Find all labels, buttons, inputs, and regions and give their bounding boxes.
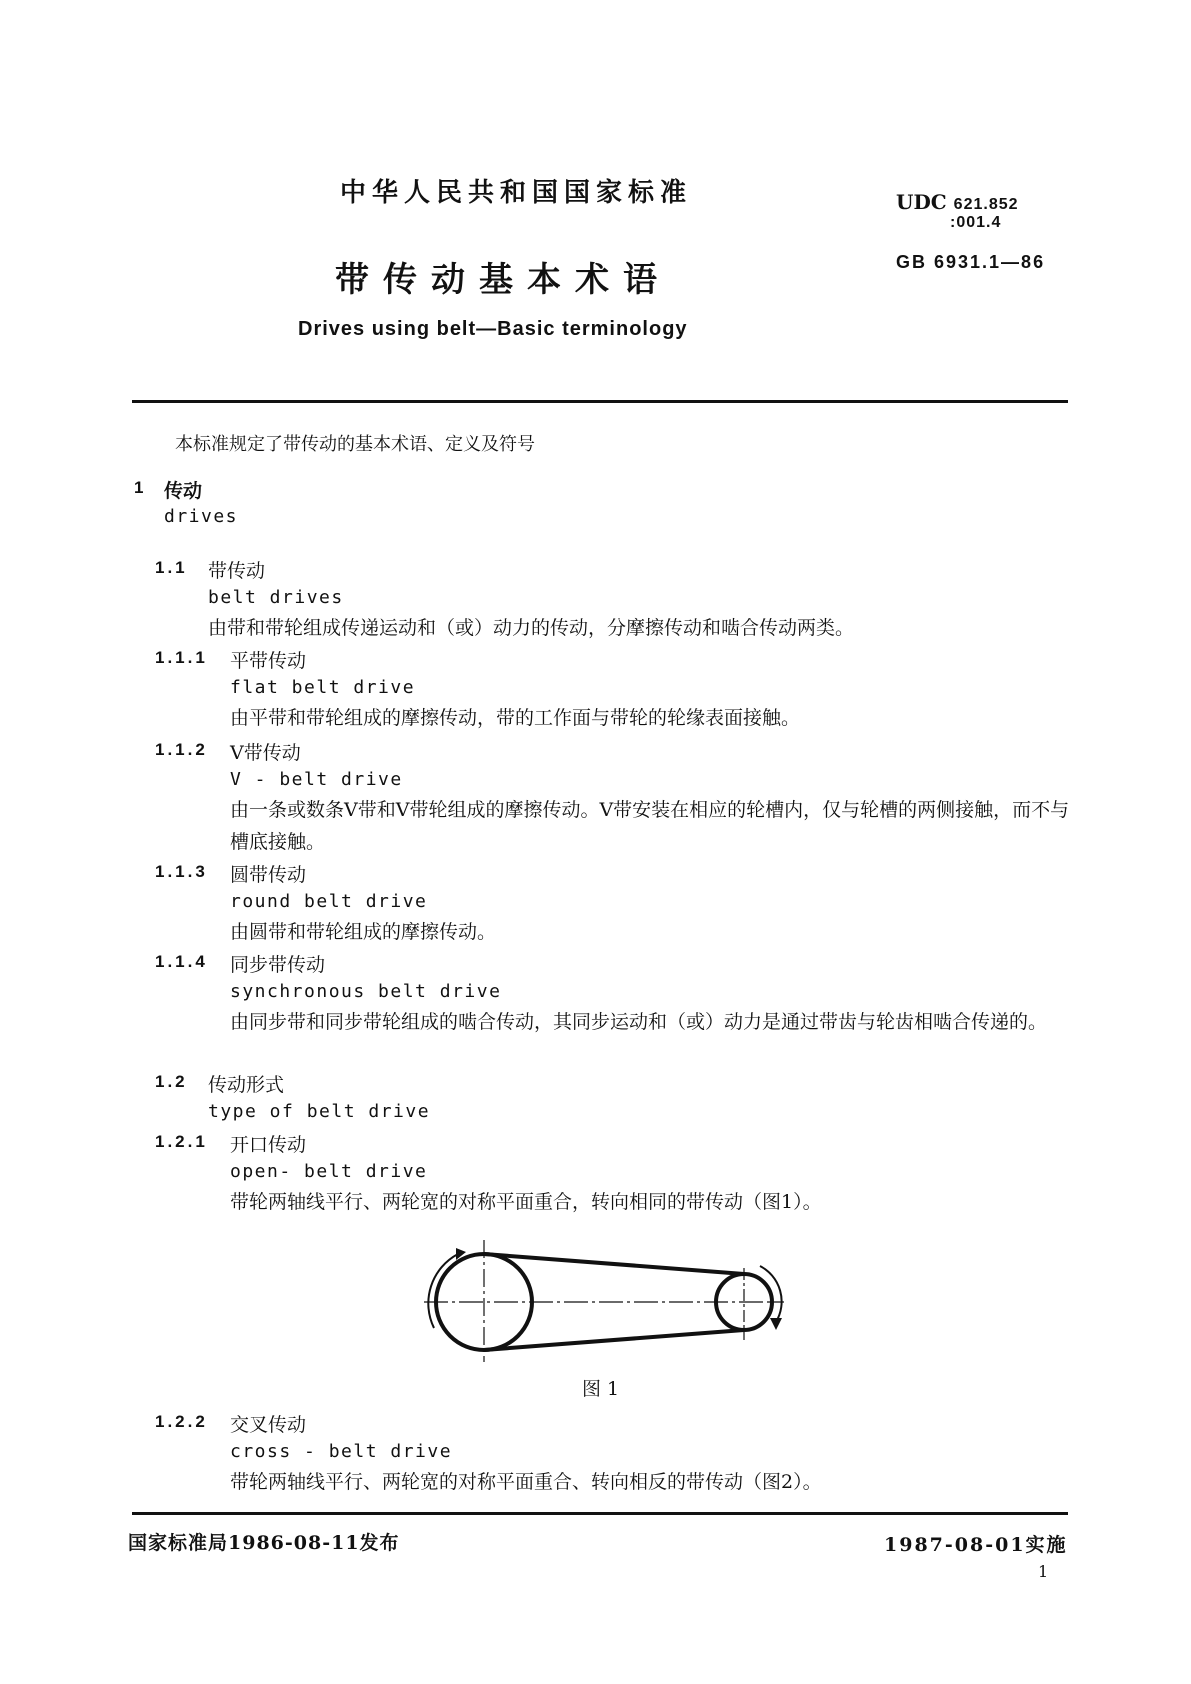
section-1-1-definition: 由带和带轮组成传递运动和（或）动力的传动，分摩擦传动和啮合传动两类。 (208, 617, 855, 639)
udc-number-1: 621.852 (953, 196, 1019, 213)
document-title-zh: 带传动基本术语 (335, 260, 671, 300)
section-1-2-1-definition: 带轮两轴线平行、两轮宽的对称平面重合，转向相同的带传动（图1）。 (230, 1191, 822, 1213)
section-1-2-1-term-en: open- belt drive (230, 1161, 428, 1182)
udc-code (896, 192, 1019, 215)
section-1-1-1-definition: 由平带和带轮组成的摩擦传动，带的工作面与带轮的轮缘表面接触。 (230, 707, 801, 729)
section-1-1-1-number: 1.1.1 (155, 648, 208, 667)
section-1-1-2-term-en: V - belt drive (230, 769, 403, 790)
section-1-1-2-number: 1.1.2 (155, 740, 208, 759)
footer-divider (132, 1512, 1068, 1515)
section-1-1-2-term-zh: V带传动 (230, 742, 301, 764)
section-1-1-1-term-en: flat belt drive (230, 677, 416, 698)
page-number: 1 (1038, 1562, 1049, 1581)
udc-number-2: :001.4 (950, 214, 1002, 231)
gb-number: GB 6931.1—86 (896, 252, 1046, 272)
national-standard-heading: 中华人民共和国国家标准 (340, 178, 693, 208)
document-title-en: Drives using belt—Basic terminology (298, 318, 688, 340)
section-1-term-zh: 传动 (164, 480, 203, 502)
section-1-1-3-term-zh: 圆带传动 (230, 864, 307, 886)
section-1-1-3-term-en: round belt drive (230, 891, 428, 912)
section-1-1-4-definition: 由同步带和同步带轮组成的啮合传动，其同步运动和（或）动力是通过带齿与轮齿相啮合传递的。 (230, 1011, 1048, 1033)
section-1-1-4-term-en: synchronous belt drive (230, 981, 502, 1002)
section-1-1-term-zh: 带传动 (208, 560, 266, 582)
section-1-2-2-definition: 带轮两轴线平行、两轮宽的对称平面重合、转向相反的带传动（图2）。 (230, 1471, 822, 1493)
section-1-2-1-number: 1.2.1 (155, 1132, 208, 1151)
section-1-2-term-en: type of belt drive (208, 1101, 431, 1122)
section-1-1-1-term-zh: 平带传动 (230, 650, 307, 672)
intro-paragraph: 本标准规定了带传动的基本术语、定义及符号 (175, 434, 535, 455)
effective-date: 1987-08-01实施 (884, 1534, 1068, 1556)
section-1-2-number: 1.2 (155, 1072, 188, 1091)
section-1-1-3-number: 1.1.3 (155, 862, 208, 881)
section-1-2-2-number: 1.2.2 (155, 1412, 208, 1431)
header-divider (132, 400, 1068, 403)
section-1-2-1-term-zh: 开口传动 (230, 1134, 307, 1156)
section-1-1-4-number: 1.1.4 (155, 952, 208, 971)
section-1-number: 1 (134, 478, 147, 497)
udc-label: UDC (896, 190, 947, 214)
section-1-2-term-zh: 传动形式 (208, 1074, 285, 1096)
section-1-1-2-definition: 由一条或数条V带和V带轮组成的摩擦传动。V带安装在相应的轮槽内，仅与轮槽的两侧接触，而不与槽底接触。 (230, 799, 1070, 853)
open-belt-drive-diagram (420, 1232, 790, 1362)
section-1-1-number: 1.1 (155, 558, 188, 577)
section-1-1-4-term-zh: 同步带传动 (230, 954, 326, 976)
section-1-2-2-term-zh: 交叉传动 (230, 1414, 307, 1436)
section-1-2-2-term-en: cross - belt drive (230, 1441, 453, 1462)
small-pulley-rotation-arrow (770, 1318, 782, 1330)
figure-1-caption: 图 1 (582, 1378, 620, 1400)
section-1-1-3-definition: 由圆带和带轮组成的摩擦传动。 (230, 921, 497, 943)
issued-date: 国家标准局1986-08-11发布 (128, 1532, 400, 1554)
figure-1-open-belt-drive (420, 1232, 790, 1366)
section-1-term-en: drives (164, 506, 239, 527)
section-1-1-term-en: belt drives (208, 587, 344, 608)
